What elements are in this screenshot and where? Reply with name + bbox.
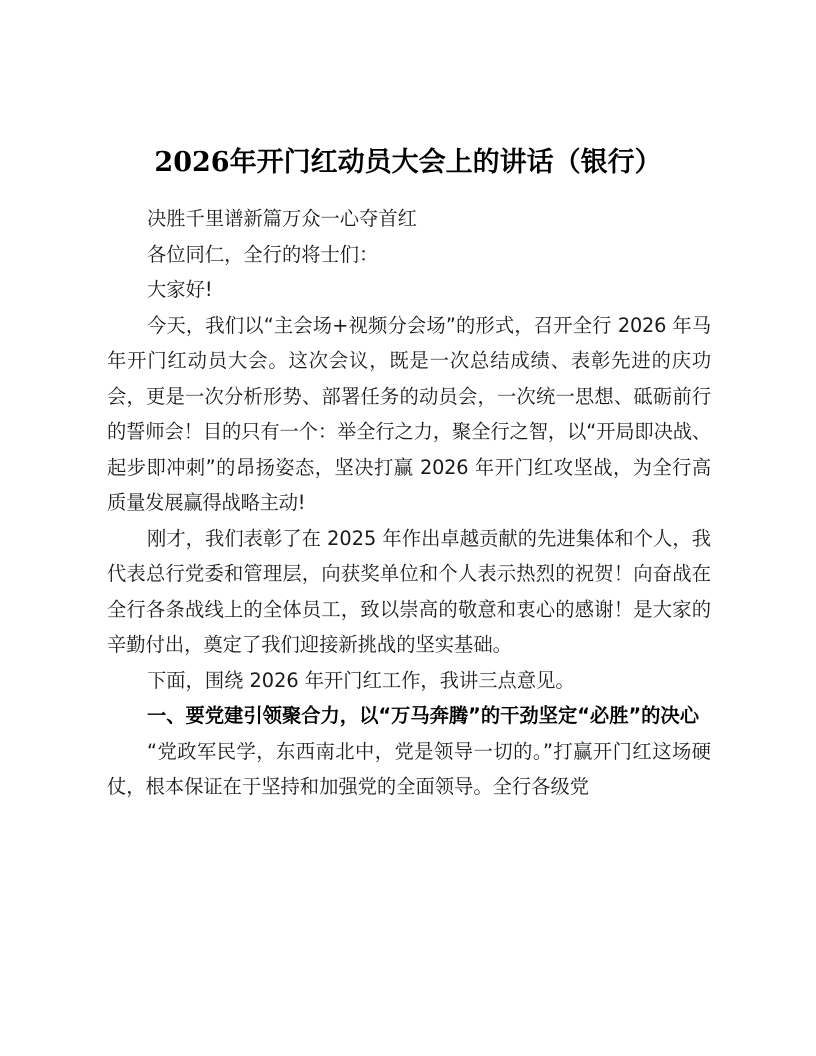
paragraph-opening: 今天，我们以“主会场+视频分会场”的形式，召开全行 2026 年马年开门红动员大会。这次会议，既是一次总结成绩、表彰先进的庆功会，更是一次分析形势、部署任务的动员会，一次统一思想、砥砺前行的誓师会！目的只有一个：举全行之力，聚全行之智，以“开局即决战、起步即冲刺”的昂扬姿态，坚决打赢 2026 年开门红攻坚战，为全行高质量发展赢得战略主动! — [107, 313, 711, 514]
document-title: 2026年开门红动员大会上的讲话（银行） — [154, 147, 662, 178]
paragraph-commendation: 刚才，我们表彰了在 2025 年作出卓越贡献的先进集体和个人，我代表总行党委和管理层，向获奖单位和个人表示热烈的祝贺！向奋战在全行各条战线上的全体员工，致以崇高的敬意和衷心的感谢！是大家的辛勤付出，奠定了我们迎接新挑战的坚实基础。 — [107, 526, 711, 656]
paragraph-outline: 下面，围绕 2026 年开门红工作，我讲三点意见。 — [147, 668, 575, 692]
section-heading: 一、要党建引领聚合力，以“万马奔腾”的干劲坚定“必胜”的决心 — [147, 704, 699, 727]
subtitle-line: 决胜千里谱新篇万众一心夺首红 — [147, 207, 417, 230]
section-paragraph: “党政军民学，东西南北中，党是领导一切的。”打赢开门红这场硬仗，根本保证在于坚持和加强党的全面领导。全行各级党 — [107, 739, 711, 798]
greeting-line: 大家好! — [147, 278, 213, 301]
salutation-line: 各位同仁，全行的将士们： — [147, 242, 379, 266]
document-body — [107, 201, 711, 805]
